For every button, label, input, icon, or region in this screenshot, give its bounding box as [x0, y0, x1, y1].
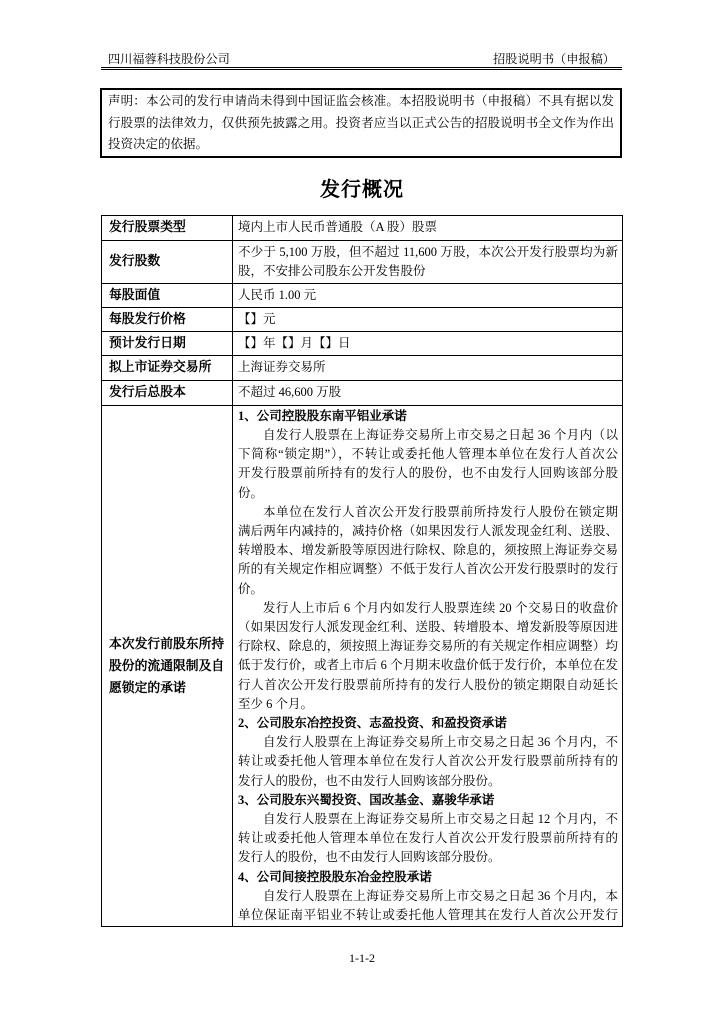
row-label: 预计发行日期 [102, 332, 233, 356]
commitment-line: 低于发行价，或者上市后 6 个月期末收盘价低于发行价，本单位在发 [238, 658, 618, 673]
row-label: 发行股数 [102, 241, 233, 284]
value-line: 上海证券交易所 [238, 360, 326, 375]
row-label: 发行后总股本 [102, 381, 233, 406]
commitment-line: 转增股本、增发新股等原因进行除权、除息的，须按照上海证券交易 [238, 543, 618, 558]
commitment-line: 转让或委托他人管理本单位在发行人首次公开发行股票前所持有的 [238, 754, 618, 769]
page-header [101, 50, 622, 70]
lockup-row [102, 406, 623, 927]
page-number: 1-1-2 [349, 951, 375, 965]
commitment-heading: 1、公司控股股东南平铝业承诺 [238, 408, 407, 423]
commitment-line: 发行人的股份，也不由发行人回购该部分股份。 [238, 850, 501, 865]
table-row [102, 332, 623, 356]
commitment-line: 行人首次公开发行股票前所持有的发行人股份的锁定期限自动延长 [238, 677, 618, 692]
commitment-line: 价。 [238, 581, 264, 596]
row-value [233, 381, 623, 406]
disclaimer-line: 声明：本公司的发行申请尚未得到中国证监会核准。本招股说明书（申报稿）不具有据以发 [108, 94, 614, 108]
row-value [233, 308, 623, 332]
commitment-line: 下简称“锁定期”），不转让或委托他人管理本单位在发行人首次公 [238, 447, 618, 462]
section-title: 发行概况 [320, 179, 404, 201]
commitment-line: 份。 [238, 485, 264, 500]
value-line: 【】年【】月【】日 [238, 335, 351, 350]
commitment-heading: 3、公司股东兴蜀投资、国改基金、嘉骏华承诺 [238, 792, 495, 807]
lockup-label-line: 股份的流通限制及自 [109, 659, 225, 673]
commitment-line: 单位保证南平铝业不转让或委托他人管理其在发行人首次公开发行 [238, 908, 618, 923]
commitment-line: 自发行人股票在上海证券交易所上市交易之日起 36 个月内（以 [263, 427, 618, 442]
disclaimer-line: 投资决定的依据。 [108, 137, 209, 151]
commitment-line: 转让或委托他人管理本单位在发行人首次公开发行股票前所持有的 [238, 831, 618, 846]
lockup-commitments [233, 406, 623, 927]
commitment-line: 自发行人股票在上海证券交易所上市交易之日起 36 个月内，不 [263, 735, 618, 750]
row-label: 每股发行价格 [102, 308, 233, 332]
row-label: 发行股票类型 [102, 216, 233, 241]
commitment-line: 自发行人股票在上海证券交易所上市交易之日起 36 个月内，本 [263, 888, 618, 903]
commitment-heading: 4、公司间接控股股东冶金控股承诺 [238, 869, 432, 884]
row-value [233, 332, 623, 356]
row-label: 每股面值 [102, 284, 233, 308]
lockup-label-line: 愿锁定的承诺 [109, 681, 186, 695]
commitment-line: 所的有关规定作相应调整）不低于发行人首次公开发行股票时的发行 [238, 562, 618, 577]
company-name: 四川福蓉科技股份公司 [108, 51, 230, 66]
row-value [233, 356, 623, 381]
table-row [102, 241, 623, 284]
table-row [102, 284, 623, 308]
table-row [102, 381, 623, 406]
disclaimer-box [100, 88, 622, 158]
lockup-label-line: 本次发行前股东所持 [109, 637, 225, 651]
value-line: 【】元 [238, 311, 276, 326]
lockup-label [102, 406, 233, 927]
offering-overview-table [101, 215, 623, 927]
document-title: 招股说明书（申报稿） [493, 51, 615, 66]
commitment-line: （如果因发行人派发现金红利、送股、转增股本、增发新股等原因进 [238, 619, 618, 634]
disclaimer-line: 行股票的法律效力，仅供预先披露之用。投资者应当以正式公告的招股说明书全文作为作出 [108, 115, 614, 130]
value-line: 股，不安排公司股东公开发售股份 [238, 264, 426, 278]
value-line: 不少于 5,100 万股，但不超过 11,600 万股，本次公开发行股票均为新 [238, 244, 618, 259]
commitment-line: 发行人的股份，也不由发行人回购该部分股份。 [238, 773, 501, 788]
row-value [233, 241, 623, 284]
value-line: 人民币 1.00 元 [238, 287, 317, 302]
commitment-line: 开发行股票前所持有的发行人的股份，也不由发行人回购该部分股 [238, 466, 618, 481]
row-label: 拟上市证券交易所 [102, 356, 233, 381]
commitment-line: 行除权、除息的，须按照上海证券交易所的有关规定作相应调整）均 [238, 639, 618, 654]
commitment-line: 本单位在发行人首次公开发行股票前所持发行人股份在锁定期 [263, 504, 618, 519]
table-row [102, 308, 623, 332]
commitment-heading: 2、公司股东冶控投资、志盈投资、和盈投资承诺 [238, 716, 507, 730]
commitment-line: 自发行人股票在上海证券交易所上市交易之日起 12 个月内，不 [263, 812, 618, 827]
commitment-line: 满后两年内减持的，减持价格（如果因发行人派发现金红利、送股、 [238, 523, 618, 538]
row-value [233, 216, 623, 241]
commitment-line: 发行人上市后 6 个月内如发行人股票连续 20 个交易日的收盘价 [263, 600, 618, 615]
value-line: 不超过 46,600 万股 [238, 385, 342, 400]
value-line: 境内上市人民币普通股（A 股）股票 [238, 220, 437, 235]
table-row [102, 356, 623, 381]
commitment-line: 至少 6 个月。 [238, 696, 314, 711]
table-row [102, 216, 623, 241]
row-value [233, 284, 623, 308]
